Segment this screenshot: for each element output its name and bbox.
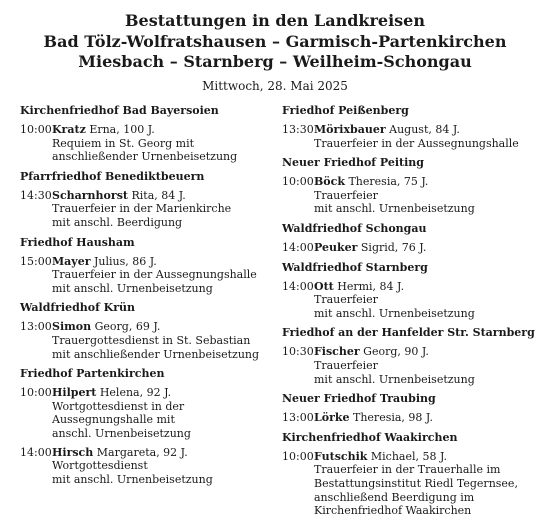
cemetery-name: Kirchenfriedhof Waakirchen (282, 430, 458, 444)
burial-time: 10:30 (282, 345, 314, 359)
burial-time: 10:00 (282, 449, 314, 463)
ceremony-line: Trauerfeier (314, 293, 378, 307)
deceased-given-age: Sigrid, 76 J. (360, 240, 427, 254)
cemetery-section (282, 156, 544, 216)
cemetery-name: Neuer Friedhof Traubing (282, 392, 436, 406)
ceremony-line: anschl. Urnenbeisetzung (52, 426, 191, 440)
deceased-surname: Hilpert (52, 386, 97, 400)
ceremony-line: Trauerfeier in der Marienkirche (52, 202, 232, 216)
ceremony-line: Trauerfeier in der Aussegnungshalle (314, 136, 519, 150)
deceased-surname: Mörixbauer (314, 123, 386, 136)
burial-info (52, 123, 268, 164)
ceremony-line: Aussegnungshalle mit (52, 413, 175, 427)
deceased-surname: Lörke (314, 411, 350, 425)
ceremony-line: Wortgottesdienst in der (52, 399, 185, 413)
burial-entry (20, 123, 268, 164)
deceased-line (52, 123, 268, 137)
burial-info (314, 175, 544, 216)
burial-entry (282, 123, 544, 150)
deceased-surname: Hirsch (52, 445, 94, 459)
deceased-line (52, 255, 268, 269)
ceremony-line: mit anschl. Urnenbeisetzung (314, 372, 475, 386)
ceremony-line: Trauergottesdienst in St. Sebastian (52, 333, 251, 347)
right-column (282, 104, 544, 524)
deceased-line (314, 450, 544, 464)
cemetery-name: Neuer Friedhof Peiting (282, 156, 424, 170)
burial-info (52, 446, 268, 487)
deceased-line (314, 123, 544, 137)
date-line: Mittwoch, 28. Mai 2025 (202, 79, 348, 93)
burial-time: 13:30 (282, 123, 314, 136)
cemetery-name: Waldfriedhof Schongau (282, 221, 427, 235)
cemetery-section (282, 261, 544, 321)
deceased-line (314, 241, 544, 255)
title-line: Bad Tölz-Wolfratshausen – Garmisch-Partenkirchen (43, 31, 507, 51)
ceremony-line: anschließender Urnenbeisetzung (52, 150, 238, 164)
ceremony-line: Wortgottesdienst (52, 459, 148, 473)
ceremony-line: Requiem in St. Georg mit (52, 136, 195, 150)
cemetery-name: Waldfriedhof Starnberg (282, 260, 428, 274)
deceased-given-age: Margareta, 92 J. (96, 445, 188, 459)
deceased-line (314, 345, 544, 359)
deceased-surname: Mayer (52, 254, 91, 268)
burial-time: 15:00 (20, 254, 52, 268)
burial-time: 13:00 (20, 320, 52, 334)
ceremony-line: mit anschließender Urnenbeisetzung (52, 347, 260, 361)
cemetery-name: Friedhof Partenkirchen (20, 367, 165, 381)
burial-entry (282, 241, 544, 255)
page-title (0, 11, 550, 73)
ceremony-line: anschließend Beerdigung im (314, 490, 475, 504)
deceased-surname: Ott (314, 279, 334, 293)
deceased-given-age: Georg, 69 J. (94, 320, 161, 334)
cemetery-section (282, 431, 544, 518)
left-column (20, 104, 268, 492)
ceremony-line: mit anschl. Urnenbeisetzung (314, 306, 475, 320)
deceased-line (52, 189, 268, 203)
cemetery-name: Friedhof an der Hanfelder Str. Starnberg (282, 326, 535, 340)
deceased-surname: Futschik (314, 449, 368, 463)
cemetery-section (20, 301, 268, 361)
burial-info (314, 280, 544, 321)
ceremony-line: Trauerfeier in der Trauerhalle im (314, 463, 501, 477)
deceased-surname: Fischer (314, 345, 360, 359)
burial-info (52, 189, 268, 230)
burial-info (52, 320, 268, 361)
cemetery-name: Pfarrfriedhof Benediktbeuern (20, 169, 205, 183)
deceased-line (314, 175, 544, 189)
deceased-surname: Scharnhorst (52, 188, 128, 202)
burial-info (52, 255, 268, 296)
ceremony-line: mit anschl. Urnenbeisetzung (314, 202, 475, 216)
cemetery-name: Kirchenfriedhof Bad Bayersoien (20, 104, 219, 117)
burial-entry (282, 345, 544, 386)
deceased-line (52, 446, 268, 460)
deceased-given-age: Theresia, 75 J. (348, 175, 429, 189)
cemetery-section (282, 222, 544, 255)
burial-time: 10:00 (282, 175, 314, 189)
burial-entry (20, 189, 268, 230)
cemetery-section (20, 236, 268, 296)
cemetery-name: Friedhof Hausham (20, 235, 135, 249)
deceased-given-age: August, 84 J. (389, 123, 460, 136)
title-line: Bestattungen in den Landkreisen (125, 11, 425, 30)
burial-entry (282, 450, 544, 518)
deceased-line (52, 386, 268, 400)
ceremony-line: Kirchenfriedhof Waakirchen (314, 504, 472, 518)
ceremony-line: mit anschl. Beerdigung (52, 215, 183, 229)
cemetery-section (20, 170, 268, 230)
ceremony-line: mit anschl. Urnenbeisetzung (52, 281, 213, 295)
burial-time: 14:00 (20, 445, 52, 459)
ceremony-line: Trauerfeier (314, 358, 378, 372)
burial-time: 14:00 (282, 240, 314, 254)
burial-entry (282, 280, 544, 321)
deceased-given-age: Theresia, 98 J. (353, 411, 433, 425)
cemetery-section (20, 104, 268, 164)
burial-info (314, 123, 544, 150)
cemetery-section (282, 326, 544, 386)
burial-entry (20, 255, 268, 296)
deceased-line (314, 280, 544, 294)
ceremony-line: mit anschl. Urnenbeisetzung (52, 472, 213, 486)
burial-time: 14:30 (20, 188, 52, 202)
deceased-surname: Peuker (314, 240, 358, 254)
burial-entry (20, 386, 268, 440)
burial-time: 10:00 (20, 123, 52, 136)
burial-info (314, 411, 544, 425)
deceased-surname: Böck (314, 175, 345, 189)
burial-time: 10:00 (20, 386, 52, 400)
title-line: Miesbach – Starnberg – Weilheim-Schongau (78, 52, 472, 71)
ceremony-line: Trauerfeier in der Aussegnungshalle (52, 268, 257, 282)
deceased-given-age: Rita, 84 J. (131, 188, 186, 202)
cemetery-section (20, 367, 268, 486)
burial-info (314, 241, 544, 255)
cemetery-section (282, 104, 544, 150)
deceased-given-age: Julius, 86 J. (94, 254, 157, 268)
deceased-surname: Kratz (52, 123, 86, 136)
ceremony-line: Bestattungsinstitut Riedl Tegernsee, (314, 476, 518, 490)
burial-entry (20, 446, 268, 487)
burial-time: 14:00 (282, 279, 314, 293)
burial-info (314, 345, 544, 386)
deceased-given-age: Georg, 90 J. (363, 345, 429, 359)
deceased-line (52, 320, 268, 334)
deceased-surname: Simon (52, 320, 92, 334)
burial-entry (20, 320, 268, 361)
deceased-given-age: Helena, 92 J. (99, 386, 172, 400)
deceased-given-age: Michael, 58 J. (370, 449, 448, 463)
ceremony-line: Trauerfeier (314, 188, 378, 202)
deceased-line (314, 411, 544, 425)
burial-info (314, 450, 544, 518)
burial-time: 13:00 (282, 411, 314, 425)
burial-entry (282, 411, 544, 425)
deceased-given-age: Hermi, 84 J. (337, 279, 405, 293)
burial-entry (282, 175, 544, 216)
cemetery-section (282, 392, 544, 425)
cemetery-name: Waldfriedhof Krün (20, 301, 136, 315)
burial-info (52, 386, 268, 440)
cemetery-name: Friedhof Peißenberg (282, 104, 409, 117)
deceased-given-age: Erna, 100 J. (89, 123, 155, 136)
